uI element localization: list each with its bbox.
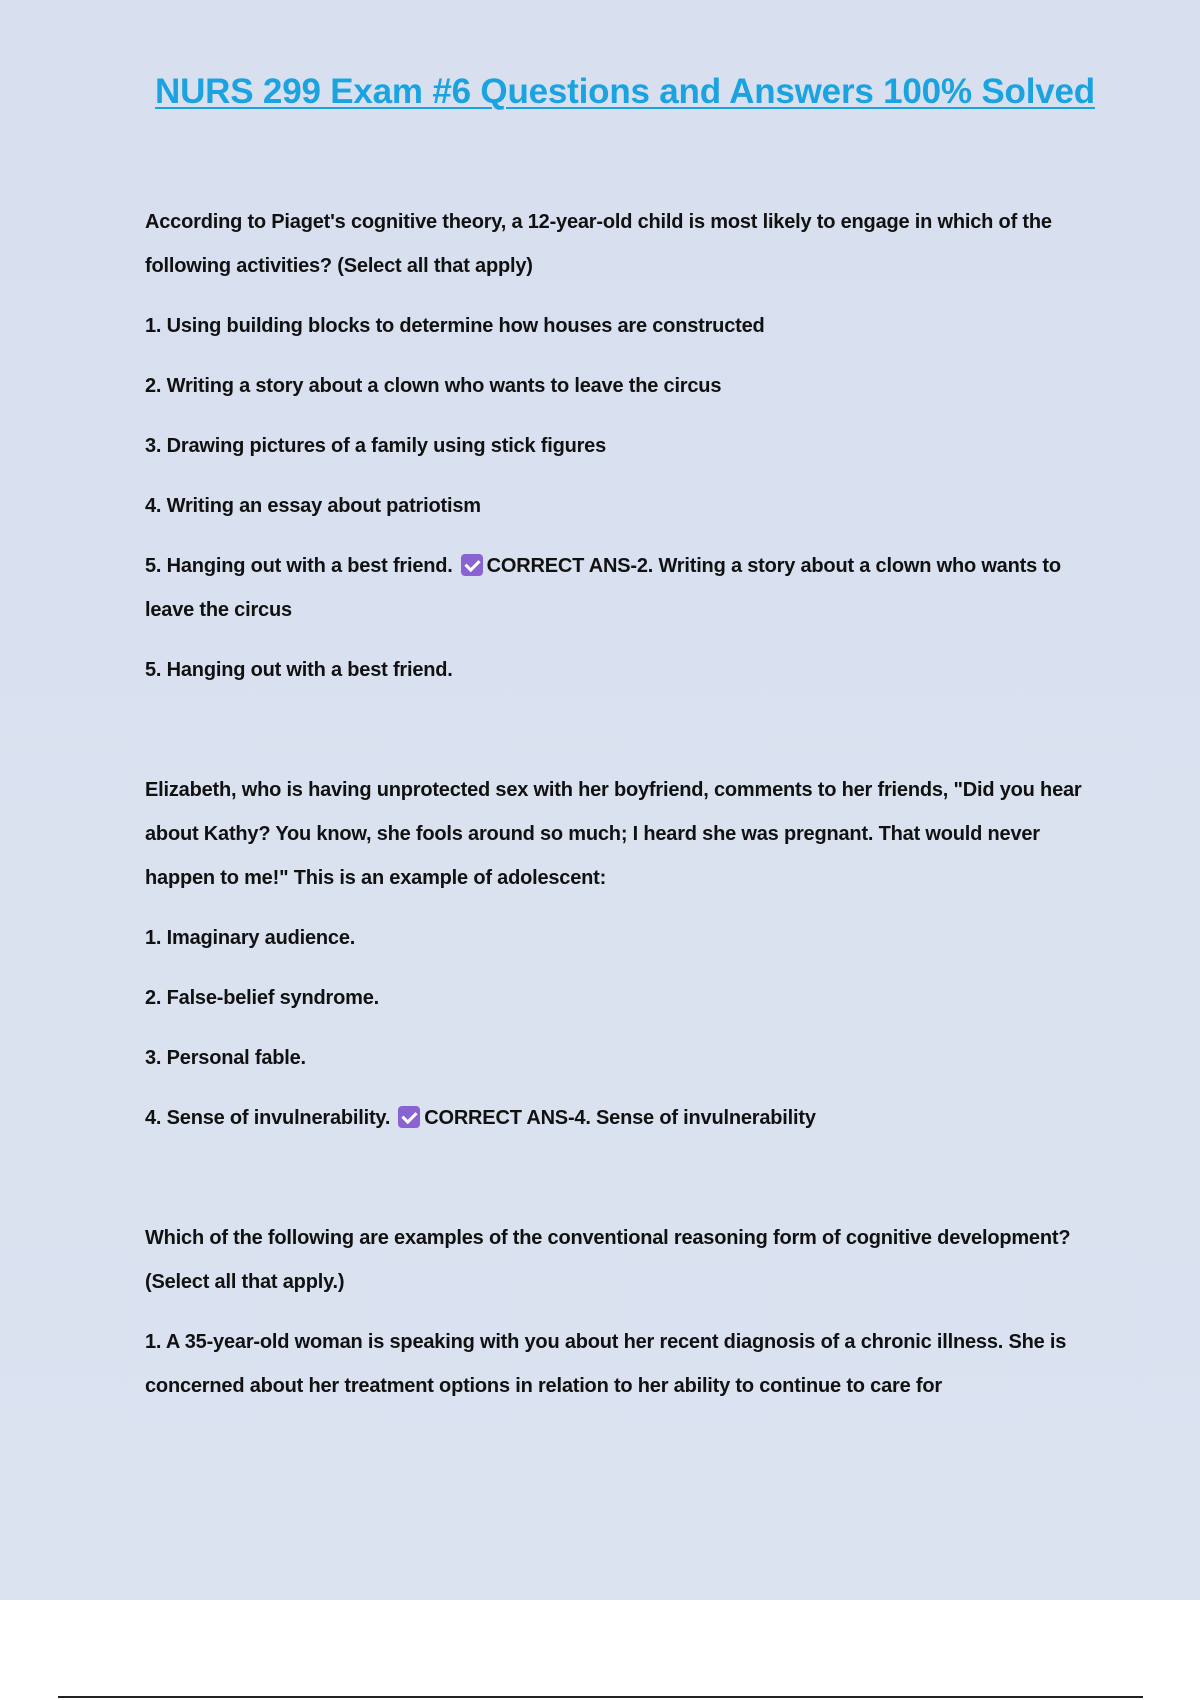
footer-rule <box>58 1696 1143 1698</box>
checkbox-checked-icon <box>461 554 483 576</box>
question-1-option-5: 5. Hanging out with a best friend. <box>145 555 453 577</box>
spacer <box>145 708 1085 768</box>
question-3-stem: Which of the following are examples of the conventional reasoning form of cognitive development? (Select all that apply.) <box>145 1227 1071 1293</box>
question-1-option-3: 3. Drawing pictures of a family using stick figures <box>145 435 607 457</box>
document-title: NURS 299 Exam #6 Questions and Answers 100% Solved <box>155 72 1095 111</box>
spacer <box>145 1156 1085 1216</box>
question-2-option-2: 2. False-belief syndrome. <box>145 987 379 1009</box>
question-1-option-5-with-answer <box>145 544 1085 632</box>
question-1-option-2: 2. Writing a story about a clown who wants to leave the circus <box>145 375 722 397</box>
question-1-answer-tail: 5. Hanging out with a best friend. <box>145 659 453 681</box>
question-2-option-3: 3. Personal fable. <box>145 1047 306 1069</box>
question-1-option-1: 1. Using building blocks to determine how houses are constructed <box>145 315 765 337</box>
question-2-stem: Elizabeth, who is having unprotected sex with her boyfriend, comments to her friends, "Did you hear about Kathy? You know, she fools around so much; I heard she was pregnant. That would never happen to me!" This is an example of adolescent: <box>145 779 1082 889</box>
question-3-option-1: 1. A 35-year-old woman is speaking with you about her recent diagnosis of a chronic illness. She is concerned about her treatment options in relation to her ability to continue to care for <box>145 1331 1067 1397</box>
document-body <box>145 200 1085 1424</box>
question-2-answer: CORRECT ANS-4. Sense of invulnerability <box>424 1107 816 1129</box>
checkbox-checked-icon <box>398 1106 420 1128</box>
question-1-stem: According to Piaget's cognitive theory, a 12-year-old child is most likely to engage in which of the following activities? (Select all that apply) <box>145 211 1052 277</box>
question-2-option-1: 1. Imaginary audience. <box>145 927 356 949</box>
question-1-option-4: 4. Writing an essay about patriotism <box>145 495 481 517</box>
question-2-option-4: 4. Sense of invulnerability. <box>145 1107 391 1129</box>
question-1-answer: CORRECT ANS-2. Writing a story about a clown who wants to leave the circus <box>145 555 1061 621</box>
question-2-option-4-with-answer <box>145 1096 1085 1140</box>
